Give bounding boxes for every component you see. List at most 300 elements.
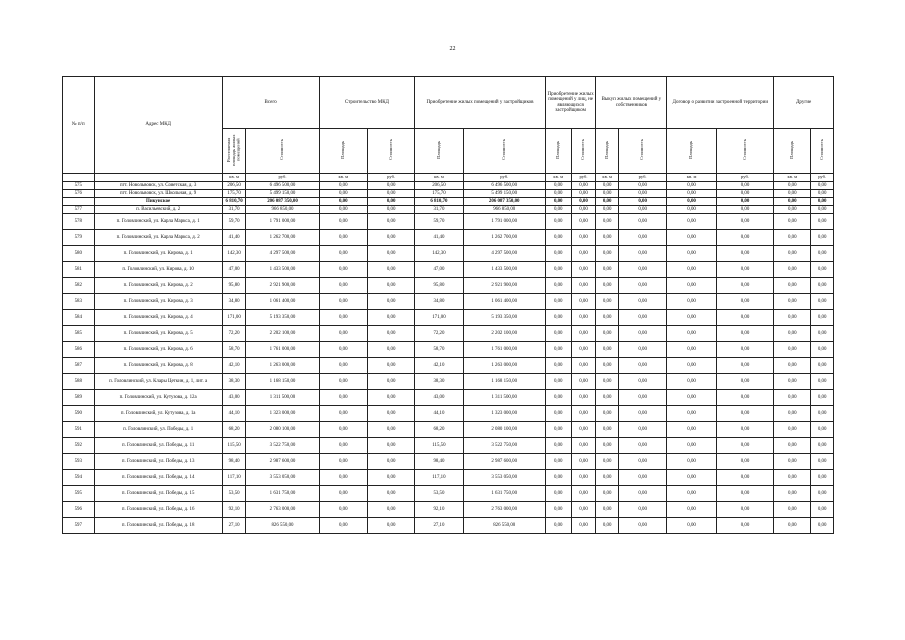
buyout-cost: 0,00 (618, 214, 666, 230)
developer-cost: 3 522 750,00 (463, 438, 545, 454)
other-cost: 0,00 (811, 230, 834, 246)
territory-cost: 0,00 (716, 206, 773, 214)
territory-cost: 0,00 (716, 438, 773, 454)
subheader-area: Площадь (545, 129, 571, 174)
total-cost: 1 168 150,00 (246, 374, 319, 390)
territory-area: 0,00 (667, 206, 717, 214)
other-cost: 0,00 (811, 518, 834, 534)
unit-label: руб. (716, 174, 773, 182)
total-area: 142,30 (222, 246, 246, 262)
row-number: 583 (63, 294, 95, 310)
developer-cost: 1 168 150,00 (463, 374, 545, 390)
total-area: 98,40 (222, 454, 246, 470)
unit-label: кв. м (222, 174, 246, 182)
developer-area: 142,30 (415, 246, 463, 262)
territory-area: 0,00 (667, 374, 717, 390)
row-number: 580 (63, 246, 95, 262)
other-cost: 0,00 (811, 470, 834, 486)
developer-cost: 2 987 600,00 (463, 454, 545, 470)
developer-area: 171,00 (415, 310, 463, 326)
total-cost: 1 262 700,00 (246, 230, 319, 246)
developer-cost: 6 496 500,00 (463, 182, 545, 190)
total-cost: 5 193 350,00 (246, 310, 319, 326)
developer-area: 6 810,70 (415, 198, 463, 206)
buyout-cost: 0,00 (618, 198, 666, 206)
other-cost: 0,00 (811, 502, 834, 518)
header-num: № п/п (63, 77, 95, 174)
total-cost: 2 763 000,00 (246, 502, 319, 518)
non-developer-cost: 0,00 (571, 294, 596, 310)
developer-area: 53,50 (415, 486, 463, 502)
total-area: 175,70 (222, 190, 246, 198)
total-area: 53,50 (222, 486, 246, 502)
other-cost: 0,00 (811, 454, 834, 470)
other-area: 0,00 (774, 342, 811, 358)
other-area: 0,00 (774, 326, 811, 342)
row-address: п. Головлинский, ул. Победы, д. 18 (94, 518, 222, 534)
developer-area: 43,00 (415, 390, 463, 406)
non-developer-cost: 0,00 (571, 182, 596, 190)
territory-area: 0,00 (667, 310, 717, 326)
construction-area: 0,00 (319, 206, 367, 214)
units-cell (94, 174, 222, 182)
total-cost: 1 323 000,00 (246, 406, 319, 422)
construction-cost: 0,00 (367, 502, 414, 518)
developer-area: 58,70 (415, 342, 463, 358)
developer-cost: 4 297 500,00 (463, 246, 545, 262)
territory-cost: 0,00 (716, 198, 773, 206)
buyout-area: 0,00 (596, 206, 619, 214)
buyout-cost: 0,00 (618, 230, 666, 246)
non-developer-area: 0,00 (545, 246, 571, 262)
total-area: 34,80 (222, 294, 246, 310)
construction-cost: 0,00 (367, 310, 414, 326)
table-row (63, 278, 834, 294)
total-cost: 1 433 500,00 (246, 262, 319, 278)
total-area: 47,00 (222, 262, 246, 278)
row-number: 581 (63, 262, 95, 278)
construction-area: 0,00 (319, 190, 367, 198)
territory-cost: 0,00 (716, 502, 773, 518)
row-address: п. Головлинский, ул. Победы, д. 14 (94, 470, 222, 486)
non-developer-cost: 0,00 (571, 190, 596, 198)
row-address: п. Головлинский, ул. Победы, д. 16 (94, 502, 222, 518)
developer-area: 44,10 (415, 406, 463, 422)
row-address: п. Головлинский, ул. Кирова, д. 6 (94, 342, 222, 358)
other-area: 0,00 (774, 190, 811, 198)
row-number: 578 (63, 214, 95, 230)
non-developer-area: 0,00 (545, 470, 571, 486)
non-developer-area: 0,00 (545, 278, 571, 294)
territory-cost: 0,00 (716, 326, 773, 342)
other-cost: 0,00 (811, 190, 834, 198)
other-area: 0,00 (774, 470, 811, 486)
other-cost: 0,00 (811, 438, 834, 454)
total-cost: 2 921 900,00 (246, 278, 319, 294)
buyout-cost: 0,00 (618, 182, 666, 190)
total-cost: 826 550,00 (246, 518, 319, 534)
developer-cost: 1 323 000,00 (463, 406, 545, 422)
buyout-area: 0,00 (596, 470, 619, 486)
construction-cost: 0,00 (367, 342, 414, 358)
construction-cost: 0,00 (367, 390, 414, 406)
non-developer-area: 0,00 (545, 206, 571, 214)
buyout-area: 0,00 (596, 438, 619, 454)
row-number: 575 (63, 182, 95, 190)
total-area: 43,00 (222, 390, 246, 406)
buyout-area: 0,00 (596, 190, 619, 198)
territory-cost: 0,00 (716, 190, 773, 198)
territory-area: 0,00 (667, 358, 717, 374)
buyout-area: 0,00 (596, 262, 619, 278)
buyout-area: 0,00 (596, 454, 619, 470)
buyout-area: 0,00 (596, 246, 619, 262)
territory-cost: 0,00 (716, 310, 773, 326)
territory-area: 0,00 (667, 326, 717, 342)
developer-cost: 3 553 050,00 (463, 470, 545, 486)
territory-area: 0,00 (667, 454, 717, 470)
territory-area: 0,00 (667, 198, 717, 206)
developer-cost: 1 791 000,00 (463, 214, 545, 230)
table-row (63, 206, 834, 214)
territory-area: 0,00 (667, 230, 717, 246)
header-purchase-developer: Приобретение жилых помещений у застройщиков (415, 77, 546, 129)
buyout-area: 0,00 (596, 214, 619, 230)
total-cost: 5 499 150,00 (246, 190, 319, 198)
row-address: п. Головлинский, ул. Победы, д. 15 (94, 486, 222, 502)
construction-cost: 0,00 (367, 214, 414, 230)
construction-cost: 0,00 (367, 470, 414, 486)
non-developer-cost: 0,00 (571, 502, 596, 518)
buyout-cost: 0,00 (618, 438, 666, 454)
non-developer-area: 0,00 (545, 198, 571, 206)
developer-area: 175,70 (415, 190, 463, 198)
non-developer-cost: 0,00 (571, 342, 596, 358)
non-developer-area: 0,00 (545, 486, 571, 502)
total-area: 42,10 (222, 358, 246, 374)
territory-cost: 0,00 (716, 486, 773, 502)
subheader-cost: Стоимость (618, 129, 666, 174)
non-developer-area: 0,00 (545, 518, 571, 534)
buyout-area: 0,00 (596, 198, 619, 206)
other-cost: 0,00 (811, 358, 834, 374)
non-developer-area: 0,00 (545, 390, 571, 406)
row-number: 579 (63, 230, 95, 246)
other-area: 0,00 (774, 422, 811, 438)
construction-area: 0,00 (319, 182, 367, 190)
header-buyout: Выкуп жилых помещений у собственников (596, 77, 667, 129)
row-number: 582 (63, 278, 95, 294)
header-construction: Строительство МКД (319, 77, 415, 129)
row-address: п. Головлинский, ул. Кирова, д. 8 (94, 358, 222, 374)
row-address: п. Головлинский, ул. Кирова, д. 10 (94, 262, 222, 278)
other-cost: 0,00 (811, 422, 834, 438)
non-developer-cost: 0,00 (571, 230, 596, 246)
construction-area: 0,00 (319, 342, 367, 358)
non-developer-cost: 0,00 (571, 262, 596, 278)
buyout-cost: 0,00 (618, 502, 666, 518)
developer-area: 34,80 (415, 294, 463, 310)
construction-cost: 0,00 (367, 190, 414, 198)
construction-area: 0,00 (319, 502, 367, 518)
territory-area: 0,00 (667, 294, 717, 310)
territory-area: 0,00 (667, 278, 717, 294)
construction-area: 0,00 (319, 230, 367, 246)
construction-area: 0,00 (319, 438, 367, 454)
row-number: 577 (63, 206, 95, 214)
construction-cost: 0,00 (367, 438, 414, 454)
other-area: 0,00 (774, 278, 811, 294)
territory-cost: 0,00 (716, 406, 773, 422)
developer-cost: 2 921 900,00 (463, 278, 545, 294)
non-developer-cost: 0,00 (571, 198, 596, 206)
row-address: п. Головлинский, ул. Клары Цеткин, д. 1, лит. а (94, 374, 222, 390)
table-row (63, 358, 834, 374)
developer-cost: 5 193 350,00 (463, 310, 545, 326)
territory-cost: 0,00 (716, 262, 773, 278)
construction-area: 0,00 (319, 374, 367, 390)
other-cost: 0,00 (811, 262, 834, 278)
row-number: 595 (63, 486, 95, 502)
non-developer-cost: 0,00 (571, 406, 596, 422)
buyout-area: 0,00 (596, 182, 619, 190)
buyout-area: 0,00 (596, 342, 619, 358)
buyout-cost: 0,00 (618, 374, 666, 390)
non-developer-area: 0,00 (545, 326, 571, 342)
buyout-area: 0,00 (596, 518, 619, 534)
construction-area: 0,00 (319, 198, 367, 206)
row-number (63, 198, 95, 206)
row-number: 585 (63, 326, 95, 342)
developer-area: 38,30 (415, 374, 463, 390)
row-address: пгт. Новольвовск, ул. Школьная, д. 9 (94, 190, 222, 198)
other-area: 0,00 (774, 206, 811, 214)
developer-area: 42,10 (415, 358, 463, 374)
construction-area: 0,00 (319, 422, 367, 438)
total-area: 92,10 (222, 502, 246, 518)
non-developer-area: 0,00 (545, 422, 571, 438)
total-cost: 2 202 100,00 (246, 326, 319, 342)
territory-area: 0,00 (667, 190, 717, 198)
non-developer-area: 0,00 (545, 182, 571, 190)
table-row (63, 262, 834, 278)
non-developer-area: 0,00 (545, 358, 571, 374)
buyout-area: 0,00 (596, 422, 619, 438)
row-address: п. Головлинский, ул. Победы, д. 1 (94, 422, 222, 438)
other-area: 0,00 (774, 438, 811, 454)
table-row (63, 422, 834, 438)
developer-area: 72,20 (415, 326, 463, 342)
table-row (63, 502, 834, 518)
other-cost: 0,00 (811, 310, 834, 326)
row-number: 593 (63, 454, 95, 470)
construction-area: 0,00 (319, 246, 367, 262)
row-number: 592 (63, 438, 95, 454)
territory-cost: 0,00 (716, 342, 773, 358)
total-area: 206,50 (222, 182, 246, 190)
other-area: 0,00 (774, 358, 811, 374)
developer-cost: 826 550,00 (463, 518, 545, 534)
non-developer-cost: 0,00 (571, 358, 596, 374)
territory-area: 0,00 (667, 502, 717, 518)
construction-area: 0,00 (319, 470, 367, 486)
resettlement-table (62, 76, 834, 534)
table-row (63, 326, 834, 342)
subheader-area: Площадь (319, 129, 367, 174)
other-cost: 0,00 (811, 206, 834, 214)
territory-area: 0,00 (667, 470, 717, 486)
non-developer-cost: 0,00 (571, 326, 596, 342)
territory-cost: 0,00 (716, 230, 773, 246)
table-row (63, 182, 834, 190)
total-area: 38,30 (222, 374, 246, 390)
row-number: 596 (63, 502, 95, 518)
table-row (63, 454, 834, 470)
developer-cost: 1 433 500,00 (463, 262, 545, 278)
construction-cost: 0,00 (367, 198, 414, 206)
row-address: п. Головлинский, ул. Победы, д. 13 (94, 454, 222, 470)
buyout-area: 0,00 (596, 374, 619, 390)
developer-area: 59,70 (415, 214, 463, 230)
construction-area: 0,00 (319, 278, 367, 294)
territory-area: 0,00 (667, 518, 717, 534)
buyout-cost: 0,00 (618, 278, 666, 294)
buyout-cost: 0,00 (618, 518, 666, 534)
row-number: 597 (63, 518, 95, 534)
territory-area: 0,00 (667, 182, 717, 190)
row-address: п. Головлинский, ул. Карла Маркса, д. 2 (94, 230, 222, 246)
non-developer-cost: 0,00 (571, 246, 596, 262)
territory-cost: 0,00 (716, 470, 773, 486)
total-cost: 1 631 750,00 (246, 486, 319, 502)
unit-label: руб. (571, 174, 596, 182)
row-address: п. Головлинский, ул. Карла Маркса, д. 1 (94, 214, 222, 230)
territory-area: 0,00 (667, 262, 717, 278)
developer-area: 27,10 (415, 518, 463, 534)
subheader-area: Площадь (667, 129, 717, 174)
buyout-area: 0,00 (596, 294, 619, 310)
total-cost: 966 850,00 (246, 206, 319, 214)
subheader-cost: Стоимость (246, 129, 319, 174)
non-developer-cost: 0,00 (571, 390, 596, 406)
buyout-cost: 0,00 (618, 190, 666, 198)
construction-area: 0,00 (319, 454, 367, 470)
total-cost: 1 311 500,00 (246, 390, 319, 406)
table-row (63, 438, 834, 454)
total-area: 115,50 (222, 438, 246, 454)
territory-cost: 0,00 (716, 518, 773, 534)
table-row (63, 374, 834, 390)
unit-label: руб. (246, 174, 319, 182)
non-developer-cost: 0,00 (571, 518, 596, 534)
other-cost: 0,00 (811, 390, 834, 406)
other-area: 0,00 (774, 198, 811, 206)
developer-area: 31,70 (415, 206, 463, 214)
buyout-cost: 0,00 (618, 206, 666, 214)
construction-area: 0,00 (319, 518, 367, 534)
non-developer-area: 0,00 (545, 406, 571, 422)
other-cost: 0,00 (811, 198, 834, 206)
unit-label: руб. (618, 174, 666, 182)
non-developer-area: 0,00 (545, 502, 571, 518)
non-developer-cost: 0,00 (571, 278, 596, 294)
buyout-cost: 0,00 (618, 470, 666, 486)
buyout-cost: 0,00 (618, 486, 666, 502)
total-cost: 1 263 000,00 (246, 358, 319, 374)
construction-cost: 0,00 (367, 326, 414, 342)
table-row (63, 390, 834, 406)
header-purchase-non-developer: Приобретение жилых помещений у лиц, не являющихся застройщиком (545, 77, 596, 129)
non-developer-cost: 0,00 (571, 454, 596, 470)
row-number: 587 (63, 358, 95, 374)
construction-cost: 0,00 (367, 454, 414, 470)
territory-area: 0,00 (667, 390, 717, 406)
total-cost: 2 987 600,00 (246, 454, 319, 470)
construction-cost: 0,00 (367, 278, 414, 294)
buyout-area: 0,00 (596, 310, 619, 326)
construction-cost: 0,00 (367, 486, 414, 502)
buyout-cost: 0,00 (618, 262, 666, 278)
non-developer-cost: 0,00 (571, 438, 596, 454)
row-number: 584 (63, 310, 95, 326)
total-cost: 1 791 000,00 (246, 214, 319, 230)
non-developer-area: 0,00 (545, 310, 571, 326)
other-cost: 0,00 (811, 326, 834, 342)
total-cost: 3 553 050,00 (246, 470, 319, 486)
table-row (63, 310, 834, 326)
territory-cost: 0,00 (716, 246, 773, 262)
other-area: 0,00 (774, 294, 811, 310)
buyout-cost: 0,00 (618, 326, 666, 342)
subheader-resettled-area: Расселяемая площадь жилых помещений (222, 129, 246, 174)
other-cost: 0,00 (811, 486, 834, 502)
other-cost: 0,00 (811, 294, 834, 310)
buyout-area: 0,00 (596, 390, 619, 406)
total-area: 44,10 (222, 406, 246, 422)
developer-cost: 1 631 750,00 (463, 486, 545, 502)
developer-area: 98,40 (415, 454, 463, 470)
territory-cost: 0,00 (716, 278, 773, 294)
other-cost: 0,00 (811, 214, 834, 230)
other-cost: 0,00 (811, 246, 834, 262)
buyout-area: 0,00 (596, 406, 619, 422)
buyout-area: 0,00 (596, 358, 619, 374)
construction-cost: 0,00 (367, 206, 414, 214)
buyout-cost: 0,00 (618, 358, 666, 374)
units-cell (63, 174, 95, 182)
territory-area: 0,00 (667, 246, 717, 262)
non-developer-cost: 0,00 (571, 470, 596, 486)
construction-area: 0,00 (319, 262, 367, 278)
construction-cost: 0,00 (367, 422, 414, 438)
total-cost: 6 496 500,00 (246, 182, 319, 190)
non-developer-area: 0,00 (545, 190, 571, 198)
other-area: 0,00 (774, 406, 811, 422)
unit-label: кв. м (774, 174, 811, 182)
construction-area: 0,00 (319, 406, 367, 422)
other-area: 0,00 (774, 230, 811, 246)
row-address: п. Головлинский, ул. Кирова, д. 3 (94, 294, 222, 310)
total-cost: 1 761 000,00 (246, 342, 319, 358)
developer-cost: 2 202 100,00 (463, 326, 545, 342)
developer-cost: 2 763 000,00 (463, 502, 545, 518)
row-number: 590 (63, 406, 95, 422)
developer-area: 117,10 (415, 470, 463, 486)
subheader-area: Площадь (415, 129, 463, 174)
row-number: 586 (63, 342, 95, 358)
total-area: 68,20 (222, 422, 246, 438)
non-developer-area: 0,00 (545, 230, 571, 246)
